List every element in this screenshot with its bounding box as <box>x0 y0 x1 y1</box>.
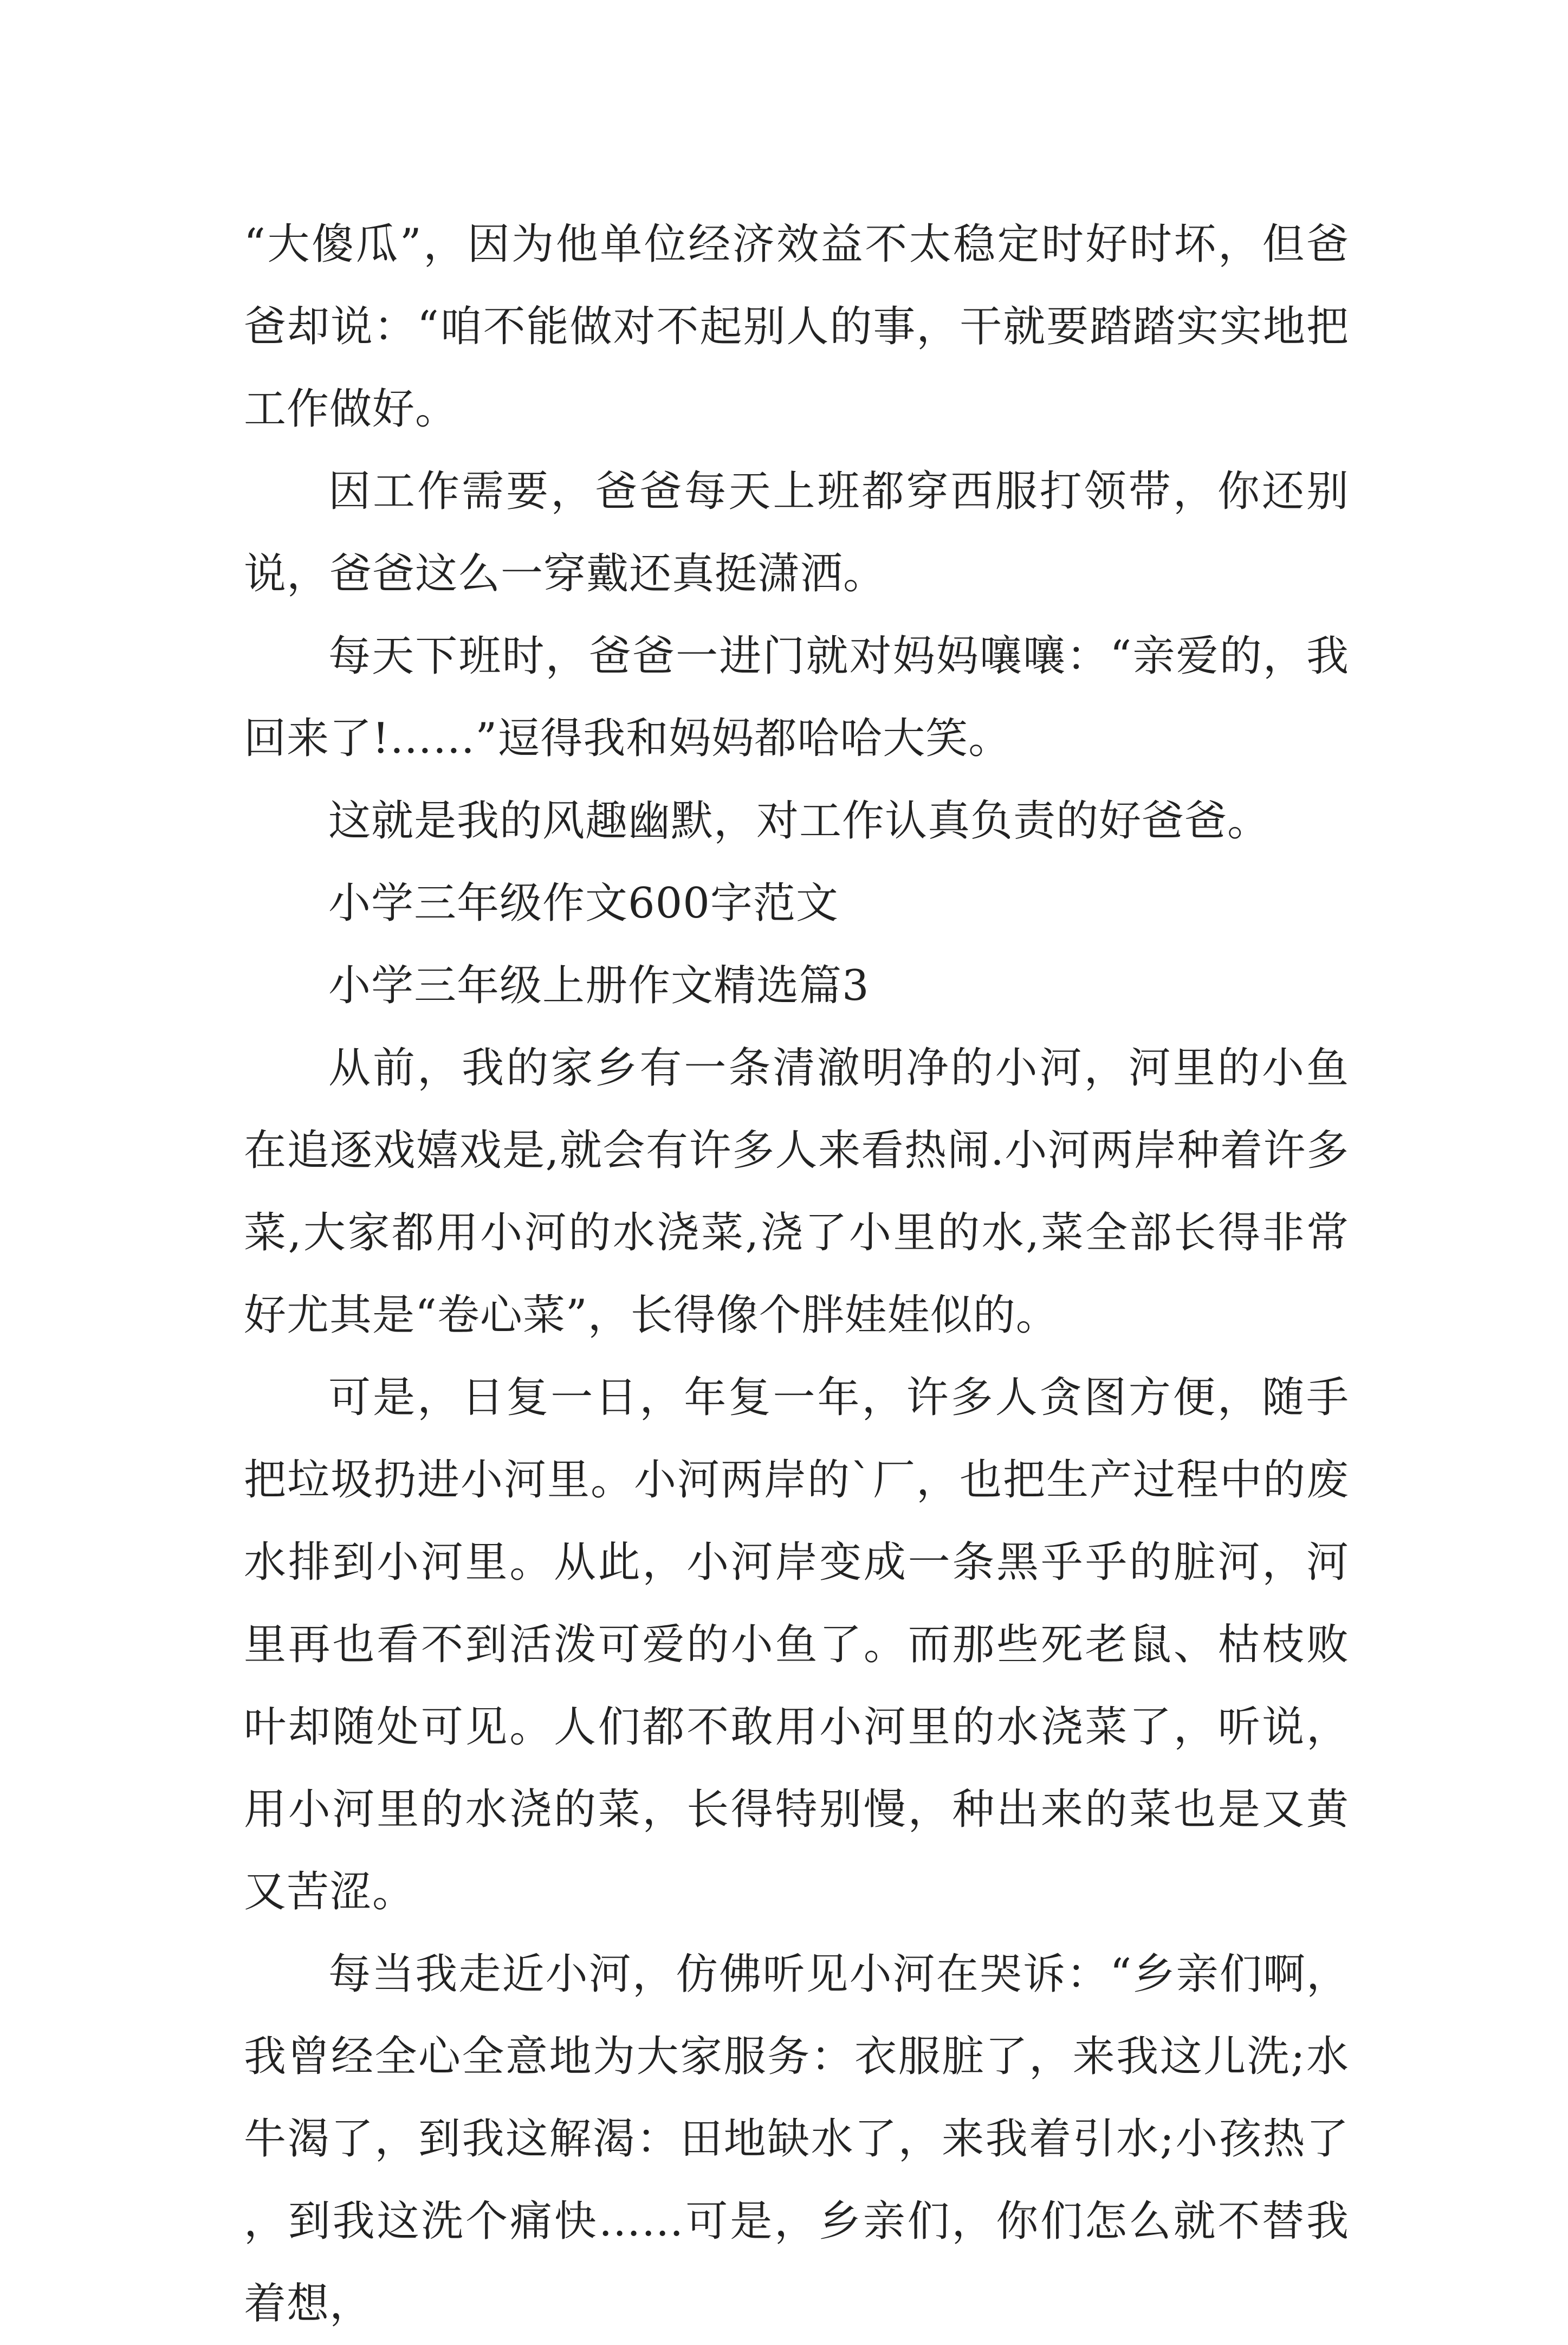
paragraph-1: “大傻瓜”，因为他单位经济效益不太稳定时好时坏，但爸爸却说：“咱不能做对不起别人的事，干就要踏踏实实地把工作做好。 <box>244 220 1349 434</box>
paragraph-4: 这就是我的风趣幽默，对工作认真负责的好爸爸。 <box>328 797 1271 845</box>
paragraph-3: 每天下班时，爸爸一进门就对妈妈嚷嚷：“亲爱的，我回来了!……”逗得我和妈妈都哈哈大笑。 <box>244 632 1349 763</box>
section-heading-essay-3: 小学三年级上册作文精选篇3 <box>328 961 870 1010</box>
paragraph-8: 可是，日复一日，年复一年，许多人贪图方便，随手把垃圾扔进小河里。小河两岸的`厂，也把生产过程中的废水排到小河里。从此，小河岸变成一条黑乎乎的脏河，河里再也看不到活泼可爱的小鱼了。而那些死老鼠、枯枝败叶却随处可见。人们都不敢用小河里的水浇菜了，听说，用小河里的水浇的菜，长得特别慢，种出来的菜也是又黄又苦涩。 <box>244 1373 1349 1916</box>
section-heading-sample-essay: 小学三年级作文600字范文 <box>328 879 839 928</box>
paragraph-9: 每当我走近小河，仿佛听见小河在哭诉：“乡亲们啊，我曾经全心全意地为大家服务：衣服脏了，来我这儿洗;水牛渴了，到我这解渴：田地缺水了，来我着引水;小孩热了，到我这洗个痛快……可是，乡亲们，你们怎么就不替我着想， <box>244 1950 1349 2328</box>
paragraph-2: 因工作需要，爸爸每天上班都穿西服打领带，你还别说，爸爸这么一穿戴还真挺潇洒。 <box>244 467 1349 598</box>
paragraph-7: 从前，我的家乡有一条清澈明净的小河，河里的小鱼在追逐戏嬉戏是,就会有许多人来看热闹.小河两岸种着许多菜,大家都用小河的水浇菜,浇了小里的水,菜全部长得非常好尤其是“卷心菜”，长得像个胖娃娃似的。 <box>244 1044 1349 1340</box>
document-body <box>244 203 1349 2345</box>
